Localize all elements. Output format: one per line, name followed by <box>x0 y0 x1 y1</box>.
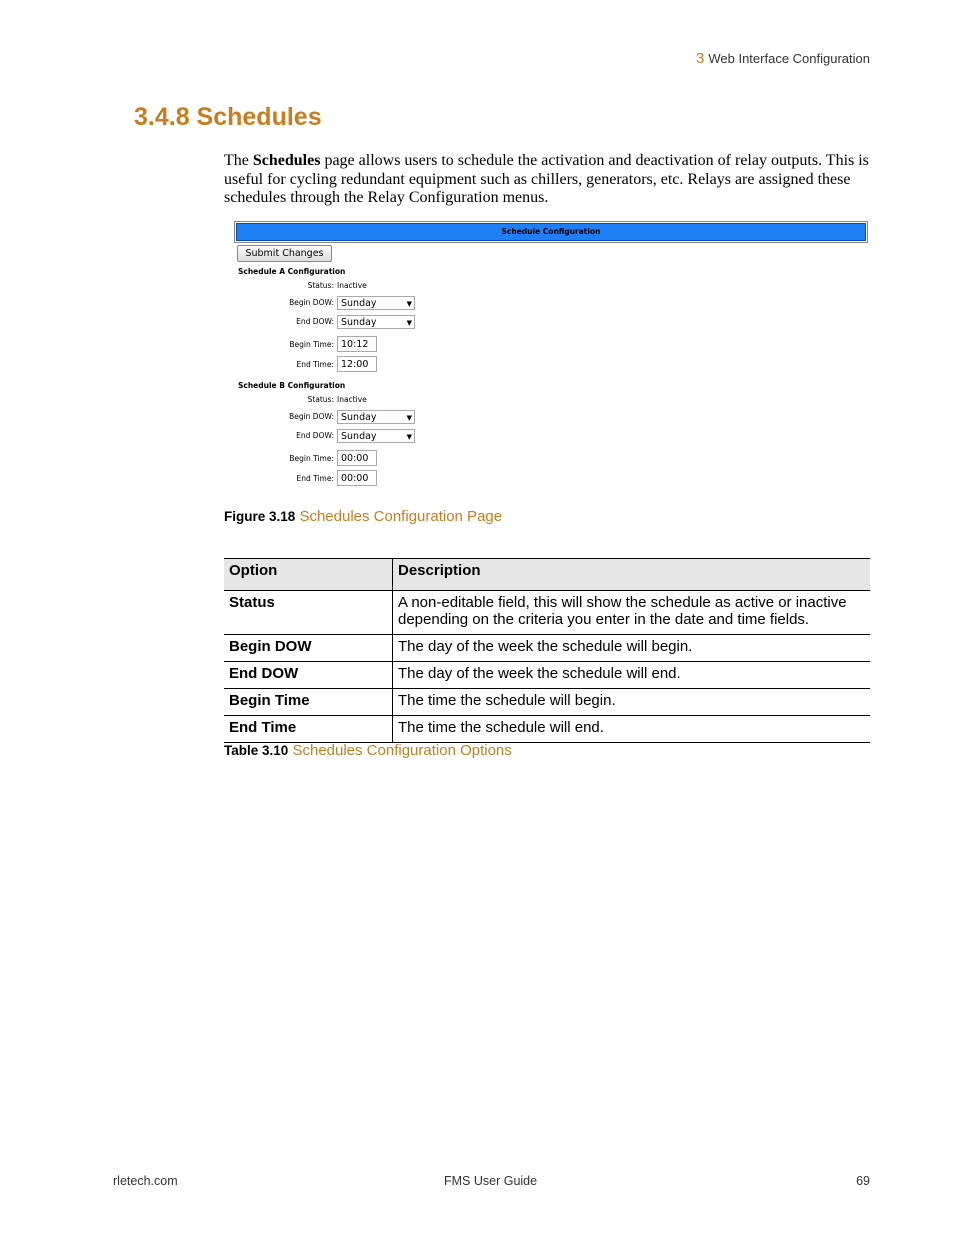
schedule-a-begin-dow-label: Begin DOW: <box>289 298 334 307</box>
schedule-a-status-value: Inactive <box>337 281 367 290</box>
schedule-b-end-dow-select[interactable] <box>337 429 415 443</box>
schedule-b-begin-time-label: Begin Time: <box>289 454 334 463</box>
table-cell-option: Begin Time <box>224 689 393 716</box>
table-row <box>224 635 870 662</box>
schedule-b-begin-dow-value: Sunday <box>341 412 377 423</box>
chevron-down-icon: ▼ <box>406 319 412 327</box>
schedule-a-end-dow-select[interactable] <box>337 315 415 329</box>
table-cell-description: The time the schedule will begin. <box>393 689 871 716</box>
schedule-b-begin-time-input[interactable]: 00:00 <box>337 450 377 466</box>
chapter-title: Web Interface Configuration <box>708 51 870 66</box>
figure-caption-label: Figure 3.18 <box>224 509 296 524</box>
table-caption <box>224 742 512 759</box>
intro-pre: The <box>224 152 253 169</box>
table-header-option: Option <box>224 559 393 591</box>
table-row <box>224 716 870 743</box>
table-caption-text: Schedules Configuration Options <box>292 742 512 759</box>
figure-caption-text: Schedules Configuration Page <box>299 508 503 525</box>
schedule-b-status-value: Inactive <box>337 395 367 404</box>
table-row <box>224 689 870 716</box>
running-header <box>696 50 870 67</box>
chevron-down-icon: ▼ <box>406 300 412 308</box>
schedule-a-heading: Schedule A Configuration <box>238 267 346 276</box>
schedule-a-end-dow-label: End DOW: <box>296 317 334 326</box>
schedule-a-begin-time-label: Begin Time: <box>289 340 334 349</box>
schedule-b-end-time-input[interactable]: 00:00 <box>337 470 377 486</box>
chevron-down-icon: ▼ <box>406 433 412 441</box>
table-cell-description: The day of the week the schedule will end. <box>393 662 871 689</box>
table-cell-option: Begin DOW <box>224 635 393 662</box>
figure-caption <box>224 508 502 525</box>
submit-changes-button[interactable]: Submit Changes <box>237 245 332 262</box>
table-cell-option: Status <box>224 591 393 635</box>
footer-page-number: 69 <box>856 1174 870 1188</box>
schedule-a-begin-dow-select[interactable] <box>337 296 415 310</box>
table-cell-option: End DOW <box>224 662 393 689</box>
schedule-a-begin-dow-value: Sunday <box>341 298 377 309</box>
intro-paragraph <box>224 152 870 208</box>
schedule-b-begin-dow-select[interactable] <box>337 410 415 424</box>
schedule-b-end-dow-value: Sunday <box>341 431 377 442</box>
config-title-bar <box>234 221 868 243</box>
table-cell-description: The time the schedule will end. <box>393 716 871 743</box>
schedule-a-status-label: Status: <box>307 281 334 290</box>
table-cell-description: A non-editable field, this will show the schedule as active or inactive depending on the criteria you enter in the date and time fields. <box>393 591 871 635</box>
table-caption-label: Table 3.10 <box>224 743 289 758</box>
chapter-number: 3 <box>696 50 705 67</box>
table-header-description: Description <box>393 559 871 591</box>
options-table <box>224 558 870 743</box>
schedule-b-end-time-label: End Time: <box>296 474 334 483</box>
schedule-b-end-dow-label: End DOW: <box>296 431 334 440</box>
intro-bold: Schedules <box>252 152 321 169</box>
schedule-a-end-time-label: End Time: <box>296 360 334 369</box>
config-title: Schedule Configuration <box>236 223 866 241</box>
footer-website: rletech.com <box>113 1174 178 1188</box>
schedule-a-end-time-input[interactable]: 12:00 <box>337 356 377 372</box>
footer-doc-title: FMS User Guide <box>444 1174 538 1188</box>
table-header-row <box>224 559 870 591</box>
schedule-b-heading: Schedule B Configuration <box>238 381 346 390</box>
schedule-a-end-dow-value: Sunday <box>341 317 377 328</box>
schedule-b-status-label: Status: <box>307 395 334 404</box>
section-title: 3.4.8 Schedules <box>134 103 322 131</box>
chevron-down-icon: ▼ <box>406 414 412 422</box>
intro-post: page allows users to schedule the activation and deactivation of relay outputs. This is useful for cycling redundant equipment such as chillers, generators, etc. Relays are assigned these schedules through the Relay Configuration menus. <box>224 152 869 206</box>
table-row <box>224 591 870 635</box>
table-row <box>224 662 870 689</box>
schedule-a-begin-time-input[interactable]: 10:12 <box>337 336 377 352</box>
table-cell-option: End Time <box>224 716 393 743</box>
table-cell-description: The day of the week the schedule will begin. <box>393 635 871 662</box>
schedule-config-screenshot <box>234 221 870 491</box>
schedule-b-begin-dow-label: Begin DOW: <box>289 412 334 421</box>
